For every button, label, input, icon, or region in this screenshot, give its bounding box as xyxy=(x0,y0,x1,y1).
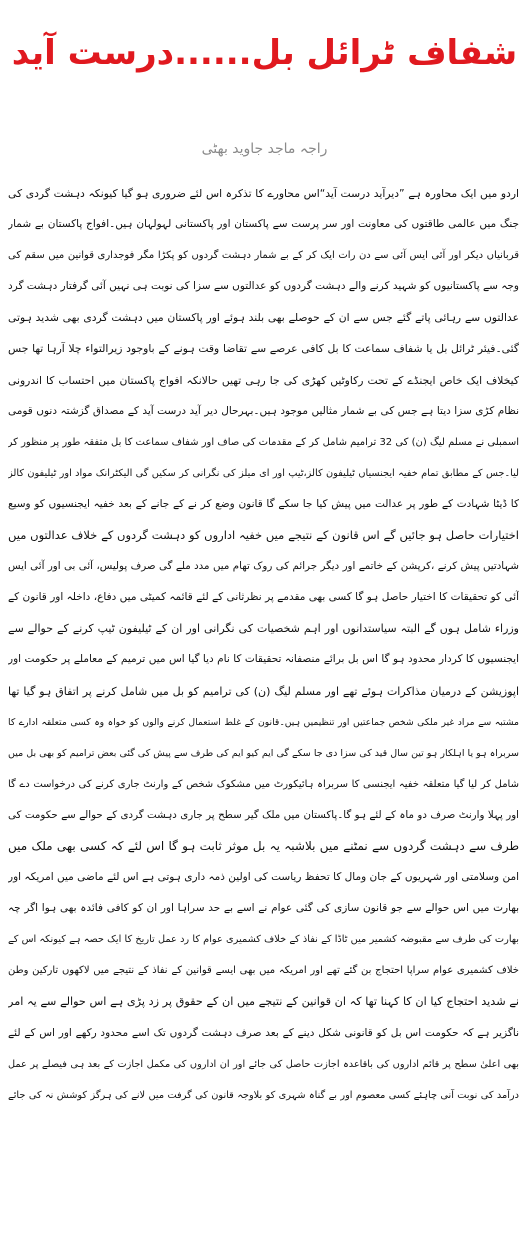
body-line: نظام کڑی سزا دیتا ہے جس کی بے شمار مثالیں موجود ہیں۔بہرحال دیر آید درست آید کے مصداق گزشتہ دنوں قومی xyxy=(8,404,519,417)
body-line: لیا۔جس کے مطابق تمام خفیہ ایجنسیاں ٹیلیفون کالز،ٹیپ اور ای میلز کی نگرانی کر سکیں گی الیکٹرانک مواد اور ٹیلیفون کالز xyxy=(8,467,519,479)
body-line: وزراء شامل ہوں گے البتہ سیاستدانوں اور اہم شخصیات کی نگرانی اور ان کے ٹیلیفون ٹیپ کرنے کے حوالے سے xyxy=(8,622,519,636)
body-line: گئی۔فیئر ٹرائل بل یا شفاف سماعت کا بل کافی عرصے سے تقاضا وقت ہونے کے باوجود زیرالتواء چلا آرہا تھا جس xyxy=(8,342,519,356)
body-line: بھی اعلیٰ سطح پر قائم اداروں کی باقاعدہ اجازت حاصل کی جائے اور ان اداروں کی مکمل اجازت کے بعد ہی فیصلے پر عمل xyxy=(8,1058,519,1070)
body-line: اردو میں ایک محاورہ ہے ”دیرآید درست آید“اس محاورے کا تذکرہ اس لئے ضروری ہو گیا کیونکہ دہشت گردی کی xyxy=(8,187,519,200)
body-line: آئی کو تحقیقات کا اختیار حاصل ہو گا کسی بھی مقدمے پر نظرثانی کے لئے قائمہ کمیٹی میں دفاع، داخلہ اور قانون کے xyxy=(8,591,519,604)
body-line: قربانیاں دیکر اور آئی ایس آئی سے دن رات ایک کر کے بے شمار دہشت گردوں کو پکڑا مگر فوجداری قوانین میں سقم کی xyxy=(8,250,519,262)
body-line: خلاف کشمیری عوام سراپا احتجاج بن گئے تھے اور امریکہ میں بھی ایسے قوانین کے نفاذ کے نتیجے میں لاکھوں تارکین وطن xyxy=(8,965,519,977)
body-line: جنگ میں عالمی طاقتوں کی معاونت اور سر پرست سے پاکستان اور پاکستانی لہولہان ہیں۔افواج پاکستان بے شمار xyxy=(8,218,519,231)
body-line: اختیارات حاصل ہو جائیں گے اس قانون کے نتیجے میں خفیہ اداروں کو دہشت گردوں کے خلاف عدالتوں میں xyxy=(8,528,519,543)
body-line: ایجنسیوں کا کردار محدود ہو گا اس بل برائے منصفانہ تحقیقات کا نام دیا گیا اس میں ترمیم کے معاملے پر حکومت اور xyxy=(8,653,519,666)
body-line: کا ڈیٹا شہادت کے طور پر عدالت میں پیش کیا جا سکے گا قانون وضع کر نے کے جانے کے بعد خفیہ ایجنسیوں کو وسیع xyxy=(8,497,519,510)
body-line: بھارت کی طرف سے مقبوضہ کشمیر میں ٹاڈا کے نفاذ کے خلاف کشمیری عوام کا رد عمل تاریخ کا ایک حصہ ہے کیونکہ اس کے xyxy=(8,934,519,946)
body-line: مشتبہ سے مراد غیر ملکی شخص جماعتیں اور تنظیمیں ہیں۔قانون کے غلط استعمال کرنے والوں کو خواہ وہ کسی متعلقہ ادارے کا xyxy=(8,716,519,728)
body-line: طرف سے دہشت گردوں سے نمٹنے میں بلاشبہ یہ بل موثر ثابت ہو گا اس لئے کہ کسی بھی ملک میں xyxy=(8,838,519,853)
author-byline: راجہ ماجد جاوید بھٹی xyxy=(201,141,328,157)
body-line: امن وسلامتی اور شہریوں کے جان ومال کا تحفظ ریاست کی اولین ذمہ داری ہوتی ہے اس لئے ماضی میں امریکہ اور xyxy=(8,871,519,884)
body-line: عدالتوں سے رہائی پاتے گئے جس سے ان کے حوصلے بھی بلند ہوئے اور پاکستان میں دہشت گردی بھی شدید ہوتی xyxy=(8,311,519,325)
article-title: شفاف ٹرائل بل......درست آید xyxy=(11,33,518,73)
body-line: اور پہلا وارنٹ صرف دو ماہ کے لئے ہو گا۔پاکستان میں ملک گیر سطح پر جاری دہشت گردی کے حوالے سے حکومت کی xyxy=(8,808,519,821)
body-line: بھارت میں اس حوالے سے جو قانون سازی کی گئی عوام نے اسے بے حد سراہا اور ان کو کافی فائدہ بھی ہوا اگر چہ xyxy=(8,902,519,915)
body-line: شہادتیں پیش کرنے ،کرپشن کے خاتمے اور دیگر جرائم کی روک تھام میں مدد ملے گی صرف پولیس، آئی بی اور آئی ایس xyxy=(8,560,519,573)
body-line: اپوزیشن کے درمیان مذاکرات ہوئے تھے اور مسلم لیگ (ن) کی ترامیم کو بل میں شامل کرنے پر اتفاق ہو گیا تھا xyxy=(8,684,519,698)
article-body xyxy=(8,178,519,1111)
body-line: نے شدید احتجاج کیا ان کا کہنا تھا کہ ان قوانین کے نتیجے میں ان کے حقوق پر زد پڑی ہے اس حوالے سے یہ امر xyxy=(8,995,519,1009)
body-line: وجہ سے پاکستانیوں کو شہید کرنے والے دہشت گردوں کو عدالتوں سے سزا کی نوبت ہی نہیں آئی گرفتار دہشت گرد xyxy=(8,280,519,293)
body-line: سربراہ ہو یا اہلکار ہو تین سال قید کی سزا دی جا سکے گی ایم کیو ایم کی طرف سے پیش کی گئی بعض ترامیم کو بھی بل میں xyxy=(8,747,519,759)
body-line: کیخلاف ایک خاص ایجنڈے کے تحت رکاوٹیں کھڑی کی جا رہی تھیں حالانکہ افواج پاکستان میں احتساب کا اندرونی xyxy=(8,373,519,387)
body-line: شامل کر لیا گیا متعلقہ خفیہ ایجنسی کا سربراہ ہائیکورٹ میں مشکوک شخص کے وارنٹ جاری کرنے کی درخواست دے گا xyxy=(8,778,519,790)
body-line: اسمبلی نے مسلم لیگ (ن) کی 32 ترامیم شامل کر کے مقدمات کی صاف اور شفاف سماعت کا بل متفقہ طور پر منظور کر xyxy=(8,436,519,448)
body-line: درآمد کی نوبت آنی چاہئے کسی معصوم اور بے گناہ شہری کو بلاوجہ قانون کی گرفت میں لانے کی ہرگز کوشش نہ کی جائے xyxy=(8,1089,519,1101)
body-line: ناگزیر ہے کہ حکومت اس بل کو قانونی شکل دینے کے بعد صرف دہشت گردوں تک اسے محدود رکھے اور اس کے لئے xyxy=(8,1026,519,1039)
